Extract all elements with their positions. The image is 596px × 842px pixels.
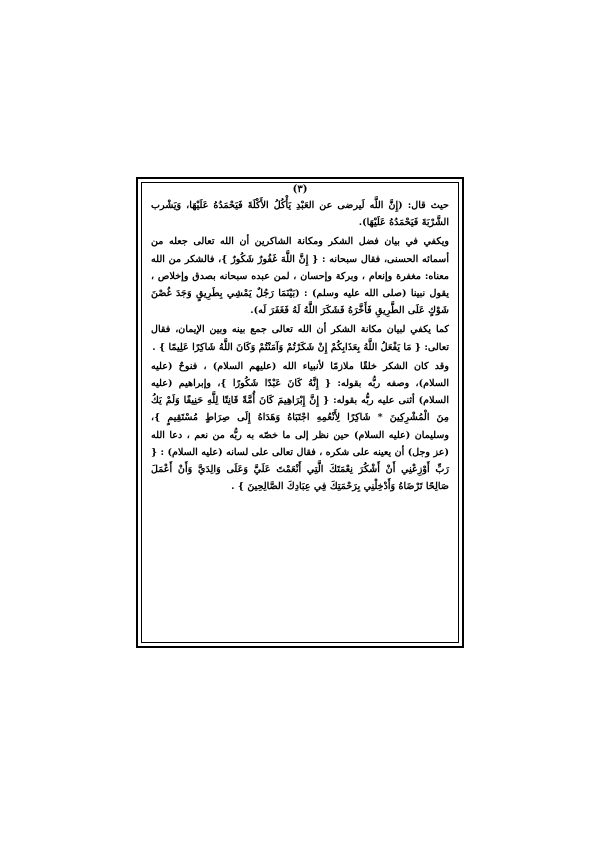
paragraph-virtue-of-gratitude: ويكفي في بيان فضل الشكر ومكانة الشاكرين أن الله تعالى جعله من أسمائه الحسنى، فقال سبحانه : { إِنَّ اللَّهَ غَفُورٌ شَكُورٌ }، فالشكر من الله معناه: مغفرة وإنعام ، وبركة وإحسان ، لمن عبده سبحانه بصدق وإخلاص ، يقول نبينا (صلى الله عليه وسلم) : (بَيْنَمَا رَجُلٌ يَمْشِي بِطَرِيقٍ وَجَدَ غُصْنَ شَوْكٍ عَلَى الطَّرِيقِ فَأَخَّرَهُ فَشَكَرَ اللَّهُ لَهُ فَغَفَرَ لَه). <box>151 236 449 317</box>
paragraph-prophets-gratitude: وقد كان الشكر خلقًا ملازمًا لأنبياء الله (عليهم السلام) ، فنوحٌ (عليه السلام)، وصفه ربُّه بقوله: { إِنَّهُ كَانَ عَبْدًا شَكُورًا }، وإبراهيم (عليه السلام) أثنى عليه ربُّه بقوله: { إِنَّ إِبْرَاهِيمَ كَانَ أُمَّةً قَانِتًا لِلَّهِ حَنِيفًا وَلَمْ يَكُ مِنَ الْمُشْرِكِينَ * شَاكِرًا لِأَنْعُمِهِ اجْتَبَاهُ وَهَدَاهُ إِلَى صِرَاطٍ مُسْتَقِيمٍ }، وسليمان (عليه السلام) حين نظر إلى ما خصّه به ربُّه من نعم ، دعا الله (عز وجل) أن يعينه على شكره ، فقال تعالى على لسانه (عليه السلام) : { رَبِّ أَوْزِعْنِي أَنْ أَشْكُرَ نِعْمَتَكَ الَّتِي أَنْعَمْتَ عَلَيَّ وَعَلَى وَالِدَيَّ وَأَنْ أَعْمَلَ صَالِحًا تَرْضَاهُ وَأَدْخِلْنِي بِرَحْمَتِكَ فِي عِبَادِكَ الصَّالِحِينَ } . <box>151 360 449 493</box>
paragraph-hadith-praise: حيث قال: (إِنَّ اللَّه لَيرضى عن العَبْدِ يَأْكُلُ الأَكْلَةَ فَيَحْمَدُهُ عَلَيْهَا، وَيَشْرب الشَّرْبَةَ فَيَحْمَدُهُ عَلَيْهَا). <box>151 200 449 229</box>
paragraph-gratitude-and-faith: كما يكفي لبيان مكانة الشكر أن الله تعالى جمع بينه وبين الإيمان، فقال تعالى: { مَا يَفْعَلُ اللَّهُ بِعَذَابِكُمْ إِنْ شَكَرْتُمْ وَآمَنْتُمْ وَكَانَ اللَّهُ شَاكِرًا عَلِيمًا } . <box>151 324 449 353</box>
page-number: (٣) <box>292 184 308 195</box>
page-frame <box>136 177 464 648</box>
page-content <box>151 183 449 495</box>
